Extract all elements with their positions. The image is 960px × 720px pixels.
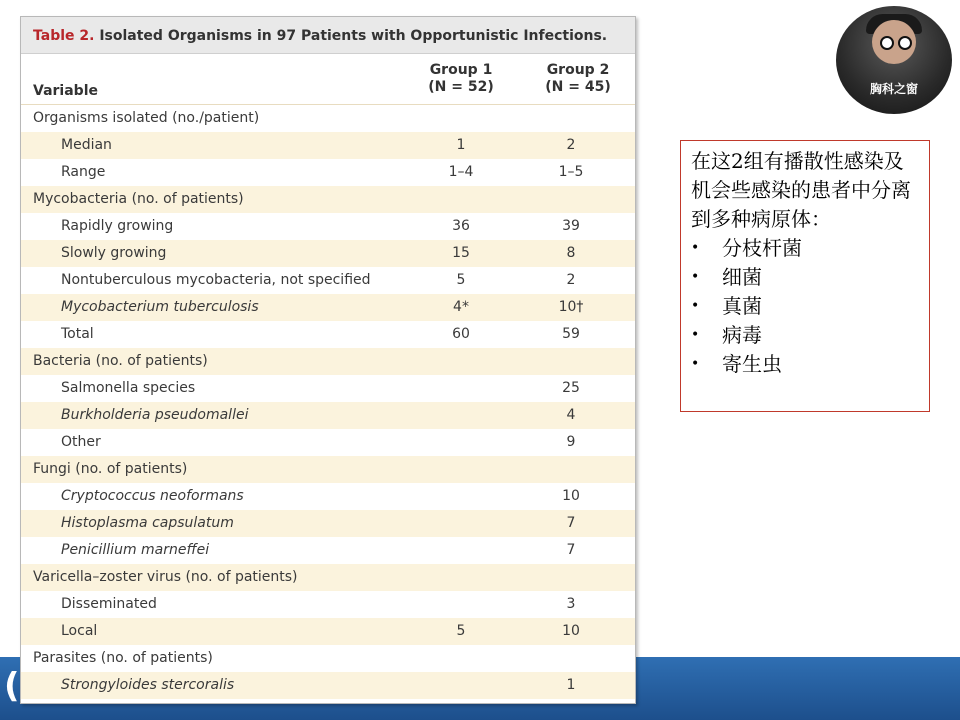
row-label: Cryptococcus neoformans (61, 488, 244, 504)
annotation-item (691, 292, 921, 321)
group1-value: 1–4 (448, 164, 474, 180)
group1-value: 5 (456, 272, 466, 288)
group2-value: 59 (562, 326, 580, 342)
annotation-item (691, 263, 921, 292)
table-row (21, 537, 635, 564)
group2-value: 25 (562, 380, 580, 396)
row-label: Total (61, 326, 94, 342)
table-row (21, 591, 635, 618)
row-label: Other (61, 434, 101, 450)
table-title (21, 17, 635, 54)
table-row (21, 105, 635, 132)
annotation-item-text: 分枝杆菌 (722, 236, 802, 260)
group2-value: 9 (566, 434, 576, 450)
group1-value: 36 (452, 218, 470, 234)
group2-value: 3 (566, 596, 576, 612)
table-row (21, 402, 635, 429)
group2-value: 10 (562, 488, 580, 504)
bullet-icon: • (691, 240, 700, 256)
table-caption: Isolated Organisms in 97 Patients with Opportunistic Infections. (99, 28, 608, 44)
row-label: Median (61, 137, 112, 153)
table-row (21, 294, 635, 321)
table-row (21, 213, 635, 240)
group2-value: 2 (566, 137, 576, 153)
table-row (21, 186, 635, 213)
group2-value: 39 (562, 218, 580, 234)
table-row (21, 672, 635, 699)
table-row (21, 456, 635, 483)
annotation-item-text: 病毒 (722, 323, 762, 347)
group1-title: Group 1 (429, 62, 493, 78)
logo-eye-right (898, 36, 912, 50)
annotation-list (691, 234, 921, 379)
row-label: Rapidly growing (61, 218, 174, 234)
group2-value: 1 (566, 677, 576, 693)
table-body (21, 105, 635, 699)
group1-value: 5 (456, 623, 466, 639)
bullet-icon: • (691, 327, 700, 343)
group1-n: (N = 52) (428, 79, 494, 95)
table-row (21, 348, 635, 375)
table-header-row (21, 54, 635, 105)
row-label: Strongyloides stercoralis (61, 677, 235, 693)
row-label: Nontuberculous mycobacteria, not specified (61, 272, 371, 288)
row-label: Fungi (no. of patients) (33, 461, 188, 477)
row-label: Salmonella species (61, 380, 196, 396)
table-row (21, 483, 635, 510)
group1-value: 1 (456, 137, 466, 153)
annotation-item-text: 细菌 (722, 265, 762, 289)
annotation-item-text: 真菌 (722, 294, 762, 318)
row-label: Organisms isolated (no./patient) (33, 110, 260, 126)
row-label: Varicella–zoster virus (no. of patients) (33, 569, 298, 585)
row-label: Parasites (no. of patients) (33, 650, 213, 666)
row-label: Disseminated (61, 596, 157, 612)
table-row (21, 321, 635, 348)
row-label: Mycobacterium tuberculosis (61, 299, 259, 315)
row-label: Bacteria (no. of patients) (33, 353, 208, 369)
group2-value: 7 (566, 515, 576, 531)
row-label: Range (61, 164, 106, 180)
group1-value: 4* (453, 299, 469, 315)
row-label: Mycobacteria (no. of patients) (33, 191, 244, 207)
bullet-icon: • (691, 269, 700, 285)
data-table (20, 16, 636, 704)
row-label: Slowly growing (61, 245, 167, 261)
group1-value: 60 (452, 326, 470, 342)
bullet-icon: • (691, 356, 700, 372)
table-row (21, 267, 635, 294)
group2-value: 10 (562, 623, 580, 639)
group2-value: 10† (558, 299, 584, 315)
table-row (21, 564, 635, 591)
logo-text: 胸科之窗 (869, 82, 918, 96)
table-row (21, 510, 635, 537)
annotation-item-text: 寄生虫 (722, 352, 782, 376)
table-row (21, 645, 635, 672)
group2-value: 1–5 (558, 164, 584, 180)
annotation-item (691, 350, 921, 379)
table-row (21, 618, 635, 645)
row-label: Histoplasma capsulatum (61, 515, 234, 531)
row-label: Burkholderia pseudomallei (61, 407, 249, 423)
table-row (21, 132, 635, 159)
annotation-item (691, 234, 921, 263)
logo-eye-left (880, 36, 894, 50)
table-row (21, 429, 635, 456)
table-row (21, 375, 635, 402)
group2-column-header (528, 62, 628, 96)
variable-column-header: Variable (33, 83, 98, 99)
annotation-box (680, 140, 930, 412)
banner-logo-glyph: ( (4, 666, 20, 706)
channel-logo (836, 6, 952, 114)
group1-column-header (411, 62, 511, 96)
group2-title: Group 2 (546, 62, 610, 78)
group1-value: 15 (452, 245, 470, 261)
group2-value: 8 (566, 245, 576, 261)
row-label: Penicillium marneffei (61, 542, 210, 558)
annotation-intro: 在这2组有播散性感染及机会些感染的患者中分离到多种病原体： (691, 149, 911, 231)
group2-n: (N = 45) (545, 79, 611, 95)
table-number: Table 2. (33, 28, 95, 44)
table-row (21, 240, 635, 267)
annotation-item (691, 321, 921, 350)
group2-value: 4 (566, 407, 576, 423)
group2-value: 7 (566, 542, 576, 558)
bullet-icon: • (691, 298, 700, 314)
group2-value: 2 (566, 272, 576, 288)
table-row (21, 159, 635, 186)
row-label: Local (61, 623, 98, 639)
